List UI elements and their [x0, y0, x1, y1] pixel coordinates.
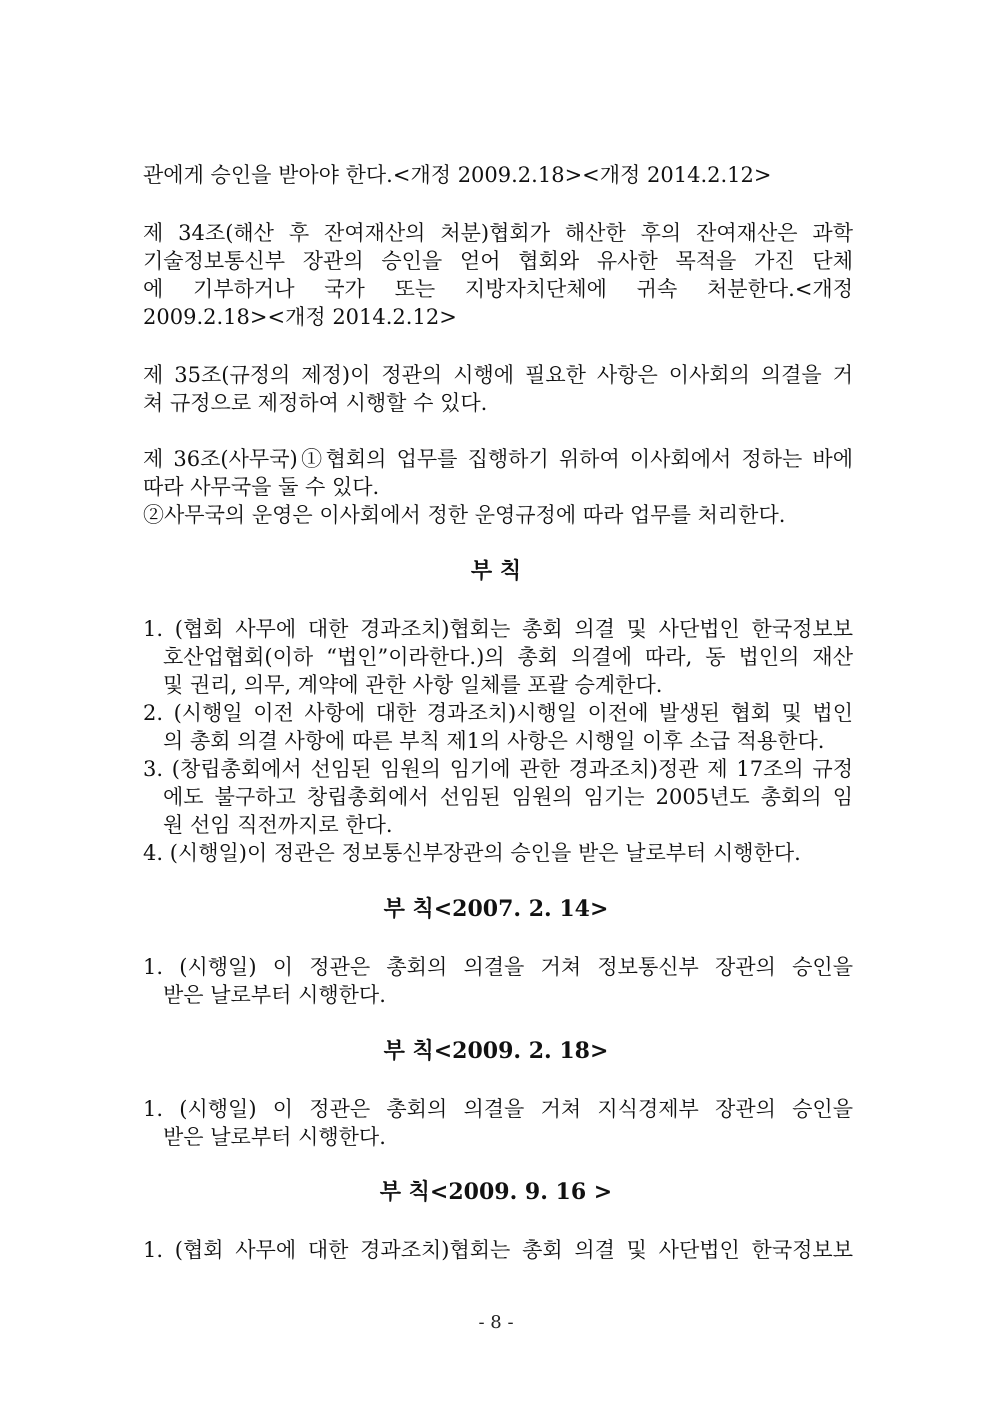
article-35-line: 쳐 규정으로 제정하여 시행할 수 있다. [143, 391, 488, 415]
addenda-item-line: 2. (시행일 이전 사항에 대한 경과조치)시행일 이전에 발생된 협회 및 법인 [143, 701, 853, 725]
addenda-item-line: 원 선임 직전까지로 한다. [163, 813, 393, 837]
addenda-heading: 부 칙<2009. 2. 18> [383, 1038, 609, 1064]
addenda-item-line: 받은 날로부터 시행한다. [163, 983, 386, 1007]
article-34-line: 기술정보통신부 장관의 승인을 얻어 협회와 유사한 목적을 가진 단체 [143, 249, 853, 273]
addenda-item-line: 에도 불구하고 창립총회에서 선임된 임원의 임기는 2005년도 총회의 임 [163, 785, 853, 809]
article-34-line: 2009.2.18><개정 2014.2.12> [143, 305, 457, 329]
addenda-heading: 부 칙<2009. 9. 16 > [379, 1179, 613, 1205]
article-36-line: ②사무국의 운영은 이사회에서 정한 운영규정에 따라 업무를 처리한다. [143, 503, 786, 527]
addenda-item-line: 1. (시행일) 이 정관은 총회의 의결을 거쳐 정보통신부 장관의 승인을 [143, 955, 853, 979]
addenda-heading: 부 칙 [470, 558, 522, 584]
addenda-item-line: 4. (시행일)이 정관은 정보통신부장관의 승인을 받은 날로부터 시행한다. [143, 841, 801, 865]
addenda-item-line: 1. (시행일) 이 정관은 총회의 의결을 거쳐 지식경제부 장관의 승인을 [143, 1097, 853, 1121]
article-36-line: 제 36조(사무국)①협회의 업무를 집행하기 위하여 이사회에서 정하는 바에 [143, 447, 853, 471]
article-36-line: 따라 사무국을 둘 수 있다. [143, 475, 380, 499]
text-line: 관에게 승인을 받아야 한다.<개정 2009.2.18><개정 2014.2.12> [143, 163, 772, 187]
page-number: - 8 - [478, 1312, 514, 1333]
addenda-item-line: 의 총회 의결 사항에 따른 부칙 제1의 사항은 시행일 이후 소급 적용한다. [163, 729, 825, 753]
addenda-item-line: 1. (협회 사무에 대한 경과조치)협회는 총회 의결 및 사단법인 한국정보보 [143, 1238, 853, 1262]
addenda-item-line: 호산업협회(이하 “법인”이라한다.)의 총회 의결에 따라, 동 법인의 재산 [163, 645, 853, 669]
article-34-line: 제 34조(해산 후 잔여재산의 처분)협회가 해산한 후의 잔여재산은 과학 [143, 221, 853, 245]
addenda-heading: 부 칙<2007. 2. 14> [383, 896, 609, 922]
article-34-line: 에 기부하거나 국가 또는 지방자치단체에 귀속 처분한다.<개정 [143, 277, 853, 301]
article-35-line: 제 35조(규정의 제정)이 정관의 시행에 필요한 사항은 이사회의 의결을 거 [143, 363, 853, 387]
addenda-item-line: 3. (창립총회에서 선임된 임원의 임기에 관한 경과조치)정관 제 17조의 규정 [143, 757, 853, 781]
addenda-item-line: 및 권리, 의무, 계약에 관한 사항 일체를 포괄 승계한다. [163, 673, 663, 697]
addenda-item-line: 1. (협회 사무에 대한 경과조치)협회는 총회 의결 및 사단법인 한국정보보 [143, 617, 853, 641]
addenda-item-line: 받은 날로부터 시행한다. [163, 1125, 386, 1149]
